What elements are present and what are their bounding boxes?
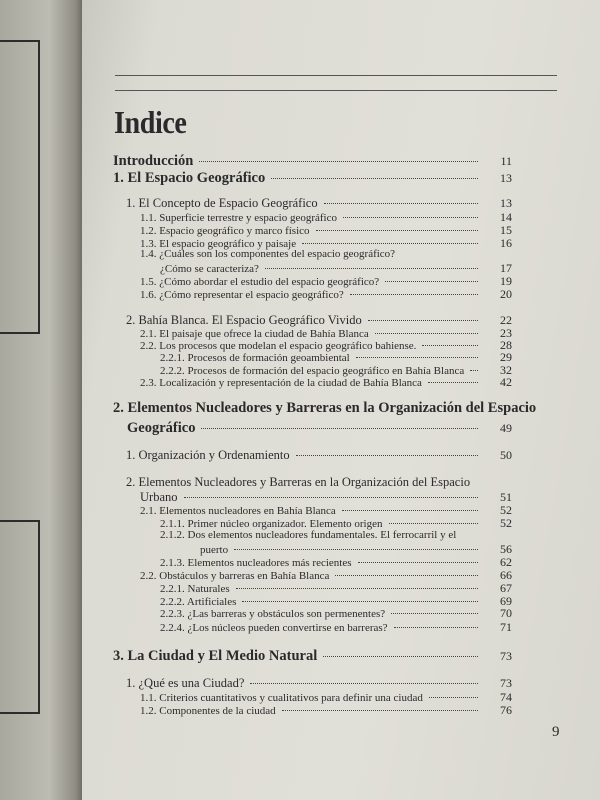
toc-page-number: 50 (500, 448, 512, 462)
toc-entry-title: 1.3. El espacio geográfico y paisaje (140, 238, 297, 250)
dot-leader (201, 428, 478, 429)
dot-leader (356, 357, 478, 358)
toc-entry-title: 2.2. Los procesos que modelan el espacio geográfico bahiense. (140, 340, 417, 352)
page-title: Indice (114, 104, 187, 140)
toc-entry-title: 2.3. Localización y representación de la ciudad de Bahía Blanca (140, 377, 422, 389)
toc-entry (113, 648, 512, 665)
toc-page-number: 56 (500, 542, 512, 556)
toc-page-number: 52 (500, 516, 512, 530)
toc-entry (160, 620, 512, 635)
toc-entry-title: puerto (200, 544, 229, 556)
toc-page-number: 71 (500, 620, 512, 634)
toc-page-number: 76 (500, 703, 512, 717)
toc-page-number: 73 (500, 676, 512, 690)
dot-leader (324, 203, 478, 204)
toc-page-number: 42 (500, 375, 512, 389)
dot-leader (343, 217, 478, 218)
toc-entry-title: 2.2. Obstáculos y barreras en Bahía Blanca (140, 570, 330, 582)
toc-entry-title: 1.2. Componentes de la ciudad (140, 705, 276, 717)
dot-leader (184, 497, 479, 498)
toc-page-number: 16 (500, 236, 512, 250)
dot-leader (385, 281, 478, 282)
dot-leader (375, 333, 478, 334)
dot-leader (394, 627, 478, 628)
dot-leader (234, 549, 478, 550)
toc-entry-title: Geográfico (127, 420, 196, 436)
toc-page-number: 51 (500, 490, 512, 504)
toc-entry-title: 2.2.4. ¿Los núcleos pueden convertirse en barreras? (160, 622, 388, 634)
toc-entry (126, 676, 512, 691)
toc-entry-title: 3. La Ciudad y El Medio Natural (113, 648, 318, 664)
dot-leader (199, 161, 478, 162)
toc-entry (160, 606, 512, 621)
toc-entry-title: 1. ¿Qué es una Ciudad? (126, 676, 245, 690)
dot-leader (422, 345, 478, 346)
toc-entry-title: 1.6. ¿Cómo representar el espacio geográfico? (140, 289, 344, 301)
toc-entry-title: 1.5. ¿Cómo abordar el estudio del espacio geográfico? (140, 276, 380, 288)
toc-page-number: 17 (500, 261, 512, 275)
toc-page-number: 67 (500, 581, 512, 595)
toc-entry-title: ¿Cómo se caracteriza? (160, 263, 259, 275)
dot-leader (236, 588, 478, 589)
dot-leader (282, 710, 478, 711)
toc-entry-title: 2.2.1. Naturales (160, 583, 230, 595)
toc-entry (140, 703, 512, 718)
toc-entry (140, 287, 512, 302)
toc-entry-title: 2.1. El paisaje que ofrece la ciudad de Bahía Blanca (140, 328, 369, 340)
toc-entry-title: 1. Organización y Ordenamiento (126, 448, 290, 462)
dot-leader (335, 575, 478, 576)
toc-page-number: 29 (500, 350, 512, 364)
toc-entry-title: 1.1. Criterios cuantitativos y cualitativos para definir una ciudad (140, 692, 423, 704)
toc-entry-title: 2.1.1. Primer núcleo organizador. Elemento origen (160, 518, 383, 530)
toc-entry-title: 1.1. Superficie terrestre y espacio geográfico (140, 212, 337, 224)
top-rule (115, 75, 557, 76)
toc-entry-title: 2. Bahía Blanca. El Espacio Geográfico Vivido (126, 313, 362, 327)
facing-page-frame (0, 520, 40, 714)
toc-page-number: 14 (500, 210, 512, 224)
toc-entry-title: 2. Elementos Nucleadores y Barreras en la Organización del Espacio (126, 475, 471, 489)
dot-leader (342, 510, 478, 511)
toc-page-number: 13 (500, 171, 512, 185)
toc-page-number: 20 (500, 287, 512, 301)
dot-leader (242, 601, 478, 602)
toc-entry-title: 1. El Concepto de Espacio Geográfico (126, 196, 318, 210)
dot-leader (350, 294, 478, 295)
toc-entry (126, 448, 512, 463)
toc-page-number: 32 (500, 363, 512, 377)
dot-leader (368, 320, 478, 321)
toc-page-number: 52 (500, 503, 512, 517)
toc-entry-title: 2.2.3. ¿Las barreras y obstáculos son permenentes? (160, 608, 386, 620)
toc-entry-title: 2. Elementos Nucleadores y Barreras en la Organización del Espacio (113, 400, 537, 416)
toc-page-number: 11 (500, 154, 512, 168)
toc-entry-title: 2.1. Elementos nucleadores en Bahía Blanca (140, 505, 336, 517)
toc-page-number: 73 (500, 649, 512, 663)
toc-entry (126, 196, 512, 211)
dot-leader (470, 370, 478, 371)
toc-page-number: 23 (500, 326, 512, 340)
facing-page (0, 0, 82, 800)
dot-leader (389, 523, 479, 524)
toc-entry-title: 2.1.3. Elementos nucleadores más recientes (160, 557, 352, 569)
dot-leader (302, 243, 478, 244)
dot-leader (296, 455, 478, 456)
toc-page-number: 13 (500, 196, 512, 210)
toc-entry-title: 2.1.2. Dos elementos nucleadores fundamentales. El ferrocarril y el (160, 529, 457, 541)
dot-leader (271, 178, 478, 179)
dot-leader (250, 683, 478, 684)
toc-page-number: 28 (500, 338, 512, 352)
toc-page-number: 19 (500, 274, 512, 288)
toc-page-number: 49 (500, 421, 512, 435)
dot-leader (429, 697, 478, 698)
dot-leader (265, 268, 478, 269)
toc-entry-title: 2.2.2. Procesos de formación del espacio geográfico en Bahía Blanca (160, 365, 465, 377)
dot-leader (316, 230, 478, 231)
dot-leader (323, 656, 478, 657)
toc-entry (140, 375, 512, 390)
toc-page-number: 70 (500, 606, 512, 620)
toc-entry-title: 2.2.1. Procesos de formación geoambiental (160, 352, 350, 364)
toc-entry-title: Introducción (113, 153, 194, 169)
toc-page-number: 69 (500, 594, 512, 608)
toc-page-number: 66 (500, 568, 512, 582)
toc-entry (113, 170, 512, 187)
page-number: 9 (552, 724, 560, 740)
toc-entry (113, 153, 512, 170)
top-rule (115, 90, 557, 91)
toc-entry-title: 2.2.2. Artificiales (160, 596, 237, 608)
toc-entry-title: 1.2. Espacio geográfico y marco físico (140, 225, 310, 237)
dot-leader (391, 613, 478, 614)
toc-page-number: 74 (500, 690, 512, 704)
toc-entry-title: 1. El Espacio Geográfico (113, 170, 266, 186)
toc-entry-title: Urbano (140, 490, 178, 504)
toc-page-number: 22 (500, 313, 512, 327)
dot-leader (358, 562, 478, 563)
toc-entry-title: 1.4. ¿Cuáles son los componentes del espacio geográfico? (140, 248, 396, 260)
dot-leader (428, 382, 478, 383)
toc-page-number: 15 (500, 223, 512, 237)
toc-page-number: 62 (500, 555, 512, 569)
toc-entry (127, 420, 512, 437)
facing-page-frame (0, 40, 40, 334)
